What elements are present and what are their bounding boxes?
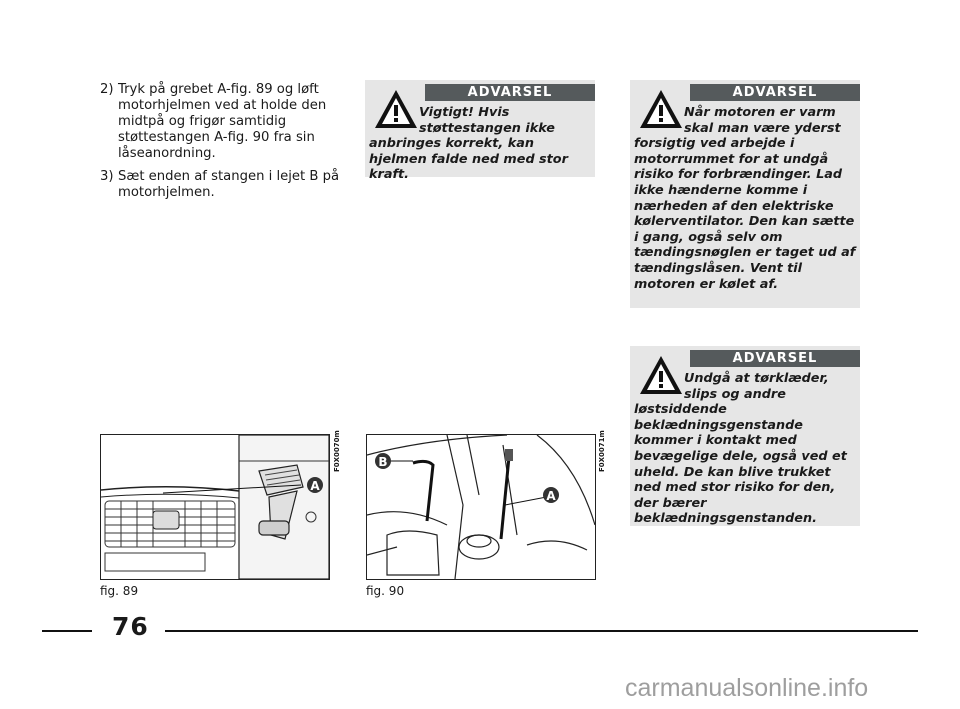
warning-title: ADVARSEL	[425, 84, 595, 101]
step-number: 3)	[100, 169, 114, 184]
warning-rest: anbringes korrekt, kan hjelmen falde ned med stor kraft.	[369, 136, 568, 183]
step-2	[100, 82, 345, 162]
callout-a: A	[310, 479, 320, 493]
footer-rule-left	[42, 630, 92, 632]
instruction-steps	[100, 82, 345, 208]
warning-lead: Vigtigt! Hvis støttestangen ikke	[419, 105, 555, 136]
support-rod-illustration	[367, 435, 595, 579]
page-number: 76	[112, 612, 149, 641]
warning-box-1	[365, 80, 595, 183]
warning-rest: forsigtig ved arbejde i motorrummet for at undgå risiko for forbrændinger. Lad ikke hænderne komme i nærheden af den elektriske kølerventilator. Den kan sætte i gang, også selv om tændingsnøglen er taget ud af tændingslåsen. Vent til motoren er kølet af.	[634, 136, 856, 292]
warning-text	[634, 371, 858, 527]
hood-release-illustration	[101, 435, 329, 579]
warning-text	[369, 105, 591, 183]
footer-rule-right	[165, 630, 918, 632]
warning-box-3	[630, 346, 860, 526]
figure-89-label: fig. 89	[100, 584, 139, 598]
step-text: Tryk på grebet A-fig. 89 og løft motorhjelmen ved at holde den midtpå og frigør samtidig støttestangen A-fig. 90 fra sin låseanordning.	[118, 82, 327, 161]
warning-lead: Når motoren er varm skal man være yderst	[684, 105, 841, 136]
warning-rest: løstsiddende beklædningsgenstande kommer i kontakt med bevægelige dele, også ved et uheld. De kan blive trukket ned med stor risiko for den, der bærer beklædningsgenstanden.	[634, 402, 847, 527]
step-3	[100, 169, 345, 201]
watermark: carmanualsonline.info	[625, 674, 869, 702]
callout-a: A	[546, 489, 556, 503]
figure-90-label: fig. 90	[366, 584, 405, 598]
warning-lead: Undgå at tørklæder, slips og andre	[684, 371, 829, 402]
warning-title: ADVARSEL	[690, 350, 860, 367]
step-text: Sæt enden af stangen i lejet B på motorhjelmen.	[118, 169, 340, 200]
figure-90	[366, 434, 596, 580]
step-number: 2)	[100, 82, 114, 97]
warning-text	[634, 105, 858, 292]
warning-title: ADVARSEL	[690, 84, 860, 101]
warning-box-2	[630, 80, 860, 308]
figure-89-code: F0X0070m	[333, 430, 341, 472]
figure-90-code: F0X0071m	[598, 430, 606, 472]
figure-89	[100, 434, 330, 580]
callout-b: B	[378, 455, 388, 469]
